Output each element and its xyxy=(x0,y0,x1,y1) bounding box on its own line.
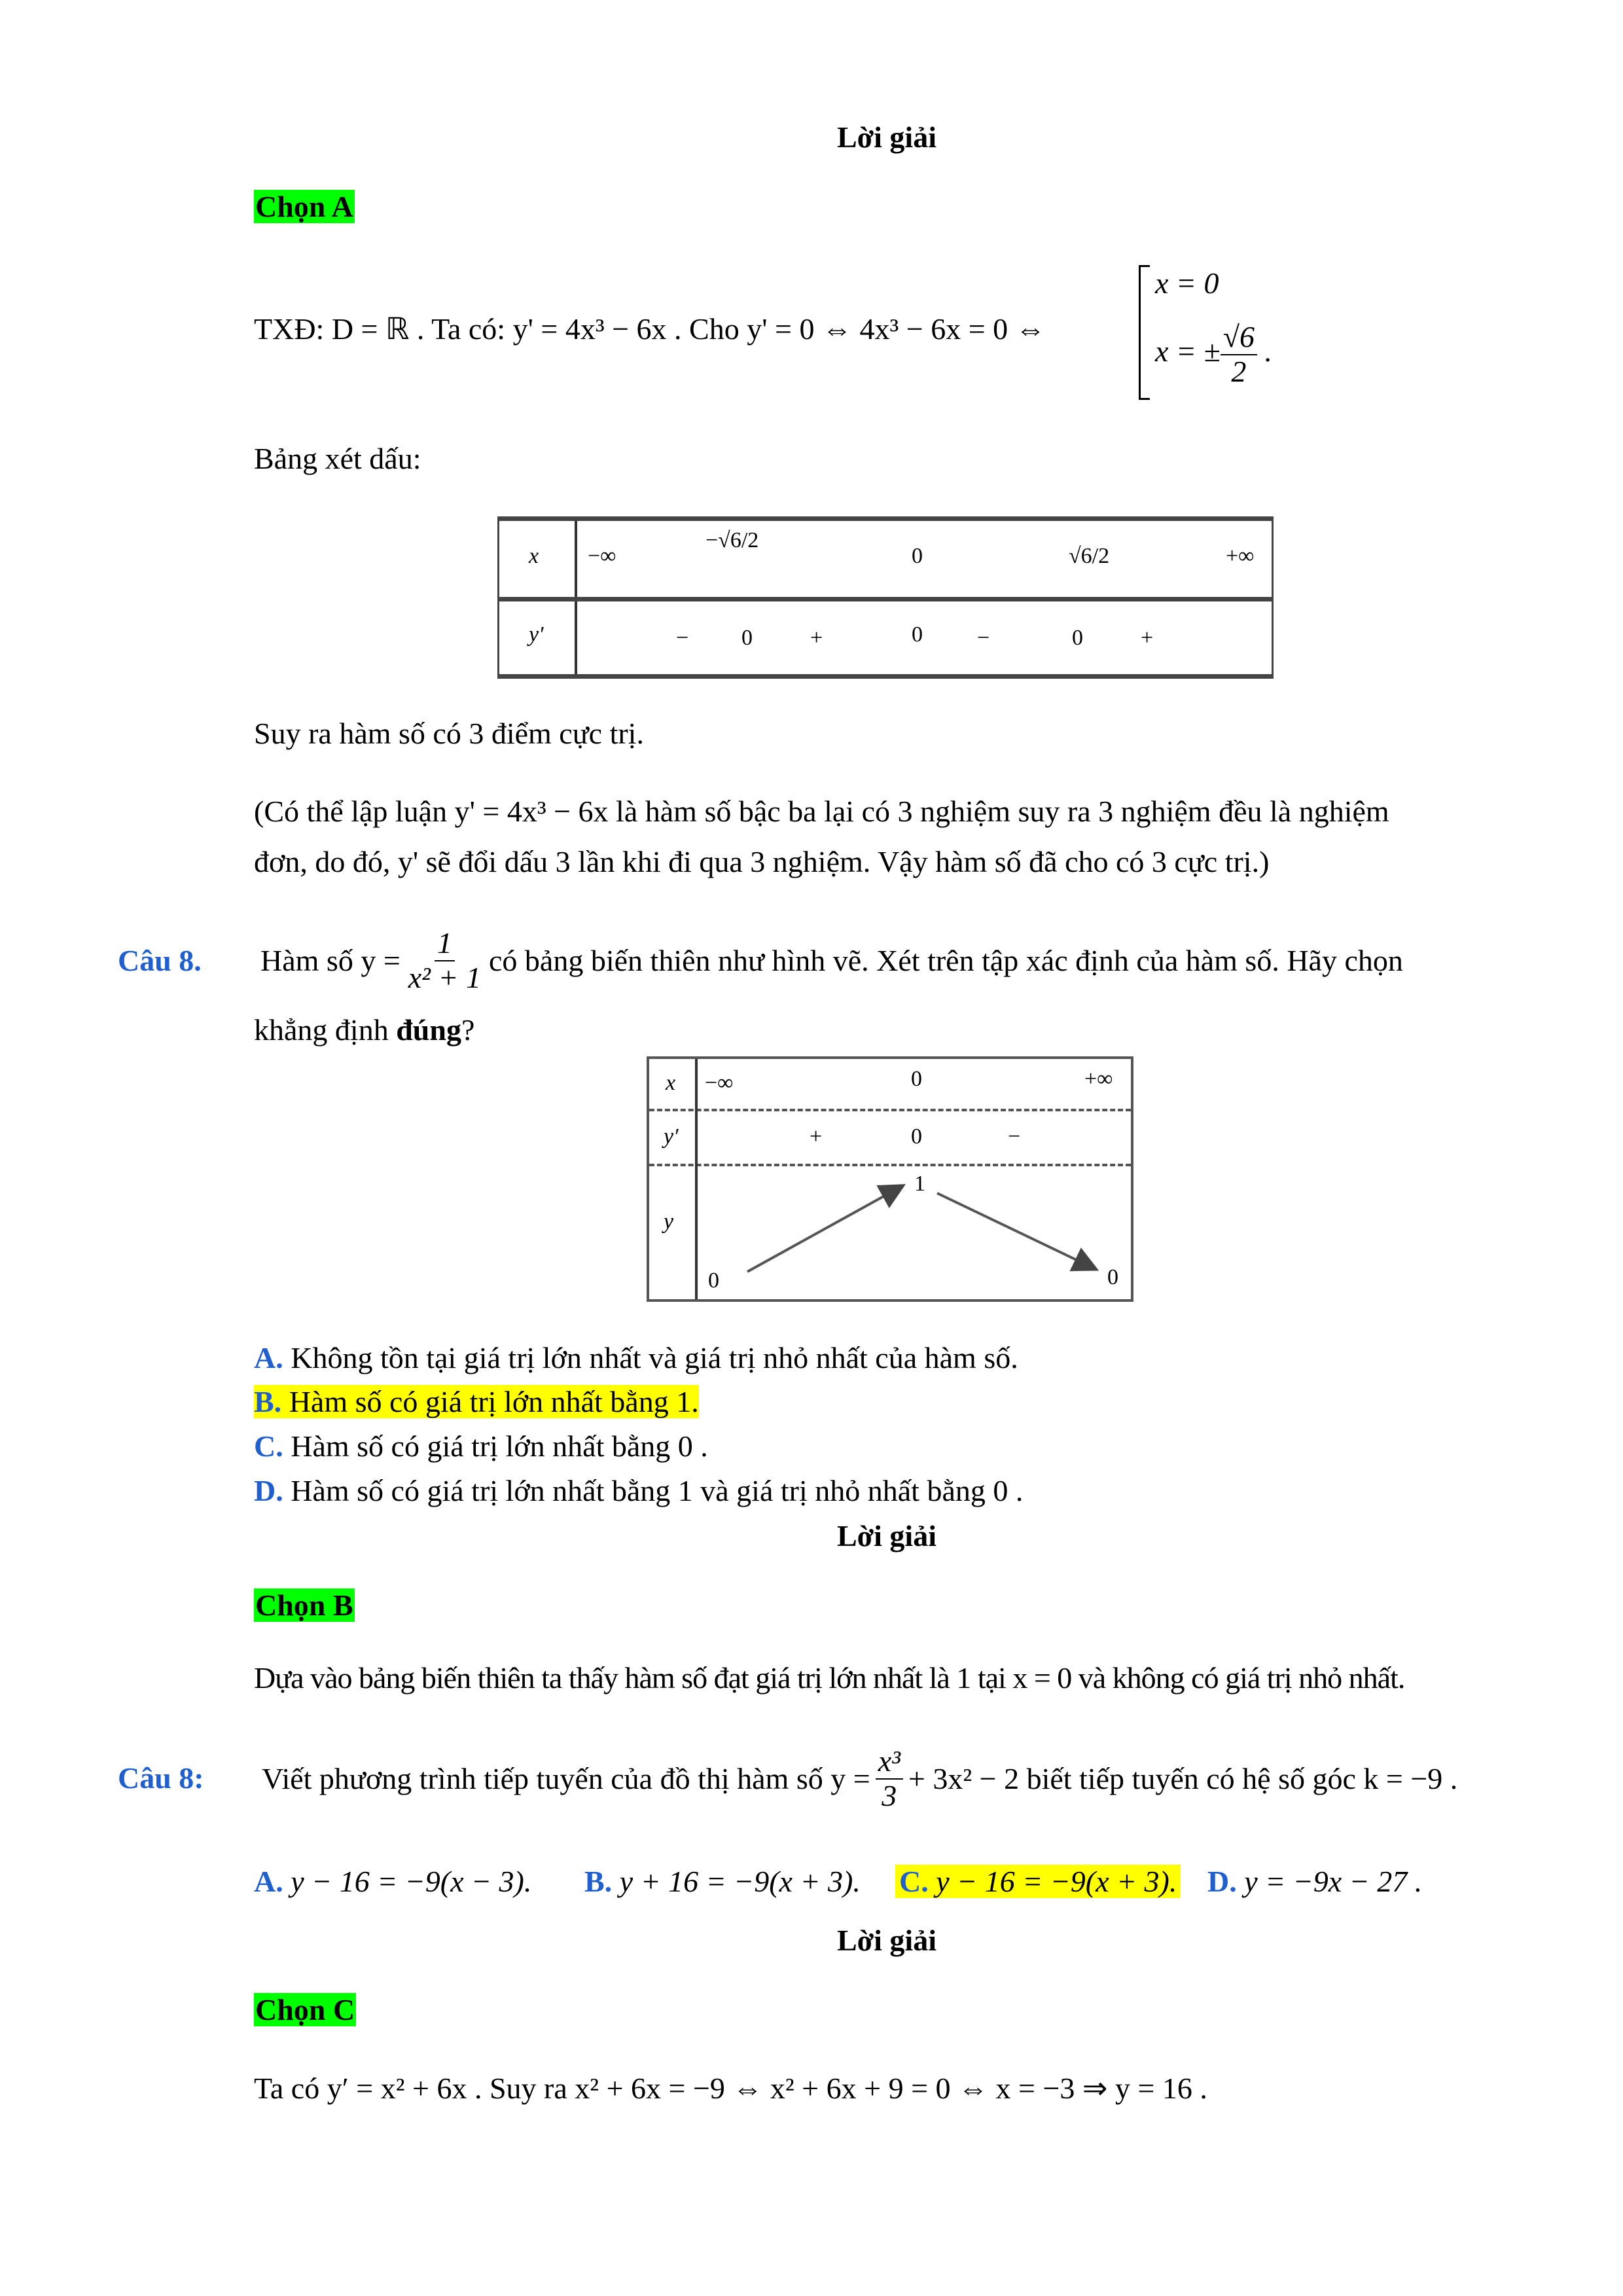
option-text: Hàm số có giá trị lớn nhất bằng 1. xyxy=(289,1385,699,1418)
option-text: y = −9x − 27 . xyxy=(1244,1865,1423,1898)
option-letter: A. xyxy=(254,1865,283,1898)
note-line-2: đơn, do đó, y' sẽ đổi dấu 3 lần khi đi qua 3 nghiệm. Vậy hàm số đã cho có 3 cực trị.) xyxy=(254,845,1270,878)
question-label: Câu 8. xyxy=(118,944,202,977)
option-letter: C. xyxy=(899,1865,929,1898)
q-emphasis: đúng xyxy=(396,1013,461,1047)
option-text: y + 16 = −9(x + 3). xyxy=(619,1865,861,1898)
sign-table xyxy=(497,516,1274,679)
solution-title: Lời giải xyxy=(837,1924,936,1957)
option-text: Hàm số có giá trị lớn nhất bằng 0 . xyxy=(291,1429,708,1463)
yprime-label: y′ xyxy=(664,1124,679,1149)
frac-den: 2 xyxy=(1231,354,1247,388)
option-a xyxy=(254,1340,1018,1376)
increasing-arrow xyxy=(747,1187,901,1272)
yprime-label: y′ xyxy=(529,622,544,647)
option-letter: B. xyxy=(254,1385,282,1418)
q-text: + 3x² − 2 biết tiếp tuyến có hệ số góc k = −9 . xyxy=(908,1761,1458,1795)
x-value: −∞ xyxy=(705,1071,734,1095)
sign: 0 xyxy=(1072,626,1083,650)
x-label: x xyxy=(529,544,539,568)
question-label: Câu 8: xyxy=(118,1761,204,1795)
x-value: +∞ xyxy=(1084,1067,1113,1091)
case-bracket xyxy=(1139,265,1150,400)
option-b xyxy=(584,1863,861,1900)
option-a xyxy=(254,1863,531,1900)
conclusion: Suy ra hàm số có 3 điểm cực trị. xyxy=(254,717,644,750)
sign: + xyxy=(810,626,823,650)
q-text: Viết phương trình tiếp tuyến của đồ thị hàm số y = xyxy=(262,1761,870,1795)
sign: + xyxy=(810,1124,823,1149)
option-c xyxy=(895,1856,1181,1908)
option-d xyxy=(1207,1863,1422,1900)
answer-choice: Chọn C xyxy=(255,1993,355,2026)
option-letter: C. xyxy=(254,1429,283,1463)
solution-title: Lời giải xyxy=(837,1519,936,1552)
explanation: Ta có y′ = x² + 6x . Suy ra x² + 6x = −9 ⇔ x² + 6x + 9 = 0 ⇔ x = −3 ⇒ y = 16 . xyxy=(254,2072,1207,2105)
answer-choice: Chọn B xyxy=(255,1588,353,1622)
case-x-zero: x = 0 xyxy=(1155,266,1219,300)
option-c xyxy=(254,1428,708,1465)
case-prefix: x = ± xyxy=(1155,334,1221,368)
decreasing-arrow xyxy=(937,1193,1094,1268)
frac-den: x² + 1 xyxy=(408,961,482,994)
y-value: 0 xyxy=(708,1268,719,1293)
frac-num: x³ xyxy=(876,1745,903,1780)
option-text: y − 16 = −9(x + 3). xyxy=(936,1865,1177,1898)
q-text: Hàm số y = xyxy=(260,944,401,977)
y-value: 1 xyxy=(914,1172,925,1196)
sign: − xyxy=(1008,1124,1021,1149)
frac-den: 3 xyxy=(882,1778,897,1812)
question-text xyxy=(262,1741,1457,1816)
frac-num: √6 xyxy=(1221,321,1257,355)
x-value: 0 xyxy=(911,1067,922,1091)
frac-num: 1 xyxy=(435,927,455,961)
sign: + xyxy=(1141,626,1154,650)
option-letter: D. xyxy=(254,1474,283,1507)
case-x-root: x = ± $\frac{√6}{2}$ . xyxy=(1155,320,1272,388)
x-value: √6/2 xyxy=(1069,544,1110,568)
sign: 0 xyxy=(911,1124,922,1149)
x-value: −∞ xyxy=(588,544,616,568)
option-letter: D. xyxy=(1207,1865,1237,1898)
option-text: Không tồn tại giá trị lớn nhất và giá trị nhỏ nhất của hàm số. xyxy=(291,1341,1018,1374)
sign: − xyxy=(977,626,990,650)
option-b xyxy=(254,1384,699,1420)
y-label: y xyxy=(664,1210,674,1234)
q-text: khẳng định xyxy=(254,1013,397,1047)
question-text-line-2 xyxy=(254,1012,474,1049)
arrows xyxy=(649,1059,1136,1304)
option-d xyxy=(254,1473,1023,1509)
note-line-1: (Có thể lập luận y' = 4x³ − 6x là hàm số bậc ba lại có 3 nghiệm suy ra 3 nghiệm đều là nghiệm xyxy=(254,795,1389,828)
x-value: 0 xyxy=(912,544,923,568)
explanation: Dựa vào bảng biến thiên ta thấy hàm số đạt giá trị lớn nhất là 1 tại x = 0 và không có giá trị nhỏ nhất. xyxy=(254,1661,1405,1695)
answer-choice: Chọn A xyxy=(255,190,353,223)
q-text: có bảng biến thiên như hình vẽ. Xét trên tập xác định của hàm số. Hãy chọn xyxy=(489,944,1403,977)
domain-derivative-text: TXĐ: D = ℝ . Ta có: y' = 4x³ − 6x . Cho y' = 0 ⇔ 4x³ − 6x = 0 ⇔ xyxy=(254,312,1046,346)
q-text: ? xyxy=(461,1013,475,1047)
variation-table xyxy=(647,1056,1133,1302)
y-value: 0 xyxy=(1107,1265,1118,1289)
option-letter: B. xyxy=(584,1865,613,1898)
option-text: y − 16 = −9(x − 3). xyxy=(291,1865,532,1898)
solution-title: Lời giải xyxy=(837,120,936,154)
sign: 0 xyxy=(912,622,923,647)
sign: 0 xyxy=(741,626,753,650)
x-label: x xyxy=(666,1071,676,1095)
x-value: +∞ xyxy=(1226,544,1255,568)
sign-table-label: Bảng xét dấu: xyxy=(254,442,421,475)
x-value: −√6/2 xyxy=(705,528,759,552)
question-text xyxy=(260,924,1403,997)
option-letter: A. xyxy=(254,1341,283,1374)
option-text: Hàm số có giá trị lớn nhất bằng 1 và giá trị nhỏ nhất bằng 0 . xyxy=(291,1474,1024,1507)
sign: − xyxy=(676,626,689,650)
